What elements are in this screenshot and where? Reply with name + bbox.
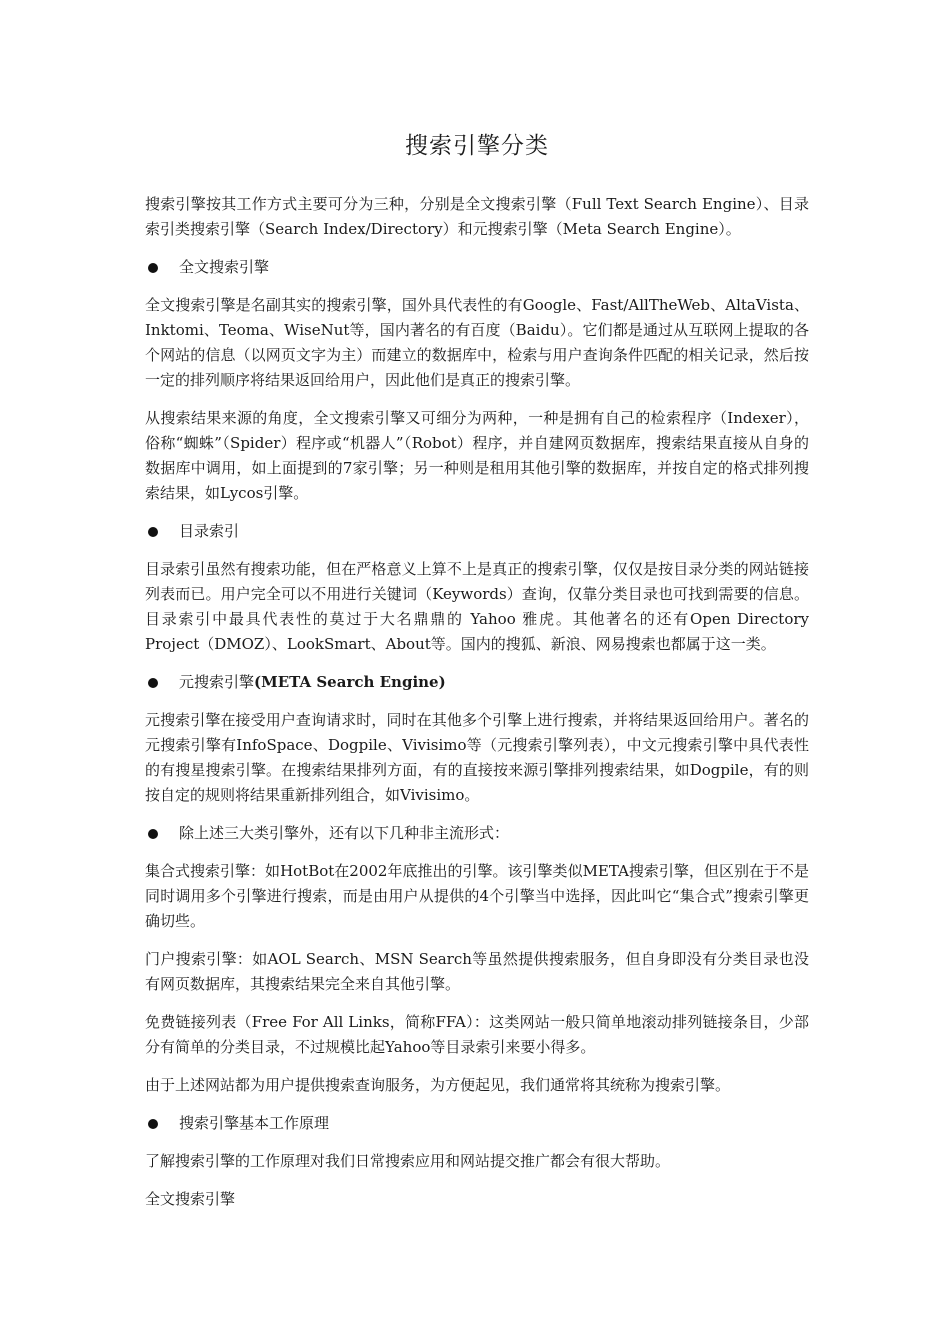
bullet-dot-icon	[148, 527, 158, 537]
bullet-dot-icon	[148, 1119, 158, 1129]
section-heading-meta	[179, 670, 446, 695]
bullet-directory	[145, 519, 809, 544]
principle-paragraph-1: 了解搜索引擎的工作原理对我们日常搜索应用和网站提交推广都会有很大帮助。	[145, 1152, 671, 1170]
other-paragraph-4: 由于上述网站都为用户提供搜索查询服务，为方便起见，我们通常将其统称为搜索引擎。	[145, 1076, 731, 1094]
fulltext-paragraph-1: 全文搜索引擎是名副其实的搜索引擎，国外具代表性的有Google、Fast/AllTheWeb、AltaVista、Inktomi、Teoma、WiseNut等，国内著名的有百度（Baidu）。它们都是通过从互联网上提取的各个网站的信息（以网页文字为主）而建立的数据库中，检索与用户查询条件匹配的相关记录，然后按一定的排列顺序将结果返回给用户，因此他们是真正的搜索引擎。	[145, 296, 809, 389]
bullet-fulltext	[145, 255, 809, 280]
page-title: 搜索引擎分类	[405, 133, 549, 159]
section-heading-fulltext: 全文搜索引擎	[179, 258, 270, 276]
bullet-principle	[145, 1111, 809, 1136]
bullet-dot-icon	[148, 829, 158, 839]
section-heading-principle: 搜索引擎基本工作原理	[179, 1114, 330, 1132]
section-heading-meta-bold: (META Search Engine)	[254, 673, 446, 691]
meta-paragraph-1: 元搜索引擎在接受用户查询请求时，同时在其他多个引擎上进行搜索，并将结果返回给用户。著名的元搜索引擎有InfoSpace、Dogpile、Vivisimo等（元搜索引擎列表），中文元搜索引擎中具代表性的有搜星搜索引擎。在搜索结果排列方面，有的直接按来源引擎排列搜索结果，如Dogpile，有的则按自定的规则将结果重新排列组合，如Vivisimo。	[145, 711, 809, 804]
bullet-dot-icon	[148, 263, 158, 273]
section-heading-meta-prefix: 元搜索引擎	[179, 673, 255, 691]
document-page	[145, 128, 809, 1222]
other-paragraph-2: 门户搜索引擎：如AOL Search、MSN Search等虽然提供搜索服务，但自身即没有分类目录也没有网页数据库，其搜索结果完全来自其他引擎。	[145, 950, 809, 993]
fulltext-paragraph-2: 从搜索结果来源的角度，全文搜索引擎又可细分为两种，一种是拥有自己的检索程序（Indexer），俗称“蜘蛛”（Spider）程序或“机器人”（Robot）程序，并自建网页数据库，搜索结果直接从自身的数据库中调用，如上面提到的7家引擎；另一种则是租用其他引擎的数据库，并按自定的格式排列搜索结果，如Lycos引擎。	[145, 409, 809, 502]
bullet-other	[145, 821, 809, 846]
directory-paragraph-1: 目录索引虽然有搜索功能，但在严格意义上算不上是真正的搜索引擎，仅仅是按目录分类的网站链接列表而已。用户完全可以不用进行关键词（Keywords）查询，仅靠分类目录也可找到需要的信息。目录索引中最具代表性的莫过于大名鼎鼎的 Yahoo 雅虎。其他著名的还有Open Directory Project（DMOZ）、LookSmart、About等。国内的搜狐、新浪、网易搜索也都属于这一类。	[145, 560, 809, 653]
other-paragraph-1: 集合式搜索引擎：如HotBot在2002年底推出的引擎。该引擎类似META搜索引擎，但区别在于不是同时调用多个引擎进行搜索，而是由用户从提供的4个引擎当中选择，因此叫它“集合式”搜索引擎更确切些。	[145, 862, 809, 930]
bullet-meta	[145, 670, 809, 695]
section-heading-directory: 目录索引	[179, 522, 240, 540]
section-heading-other: 除上述三大类引擎外，还有以下几种非主流形式：	[179, 824, 510, 842]
principle-paragraph-2: 全文搜索引擎	[145, 1190, 236, 1208]
bullet-dot-icon	[148, 678, 158, 688]
intro-paragraph: 搜索引擎按其工作方式主要可分为三种，分别是全文搜索引擎（Full Text Search Engine）、目录索引类搜索引擎（Search Index/Directory）和元搜索引擎（Meta Search Engine）。	[145, 195, 809, 238]
other-paragraph-3: 免费链接列表（Free For All Links，简称FFA）：这类网站一般只简单地滚动排列链接条目，少部分有简单的分类目录，不过规模比起Yahoo等目录索引来要小得多。	[145, 1013, 809, 1056]
